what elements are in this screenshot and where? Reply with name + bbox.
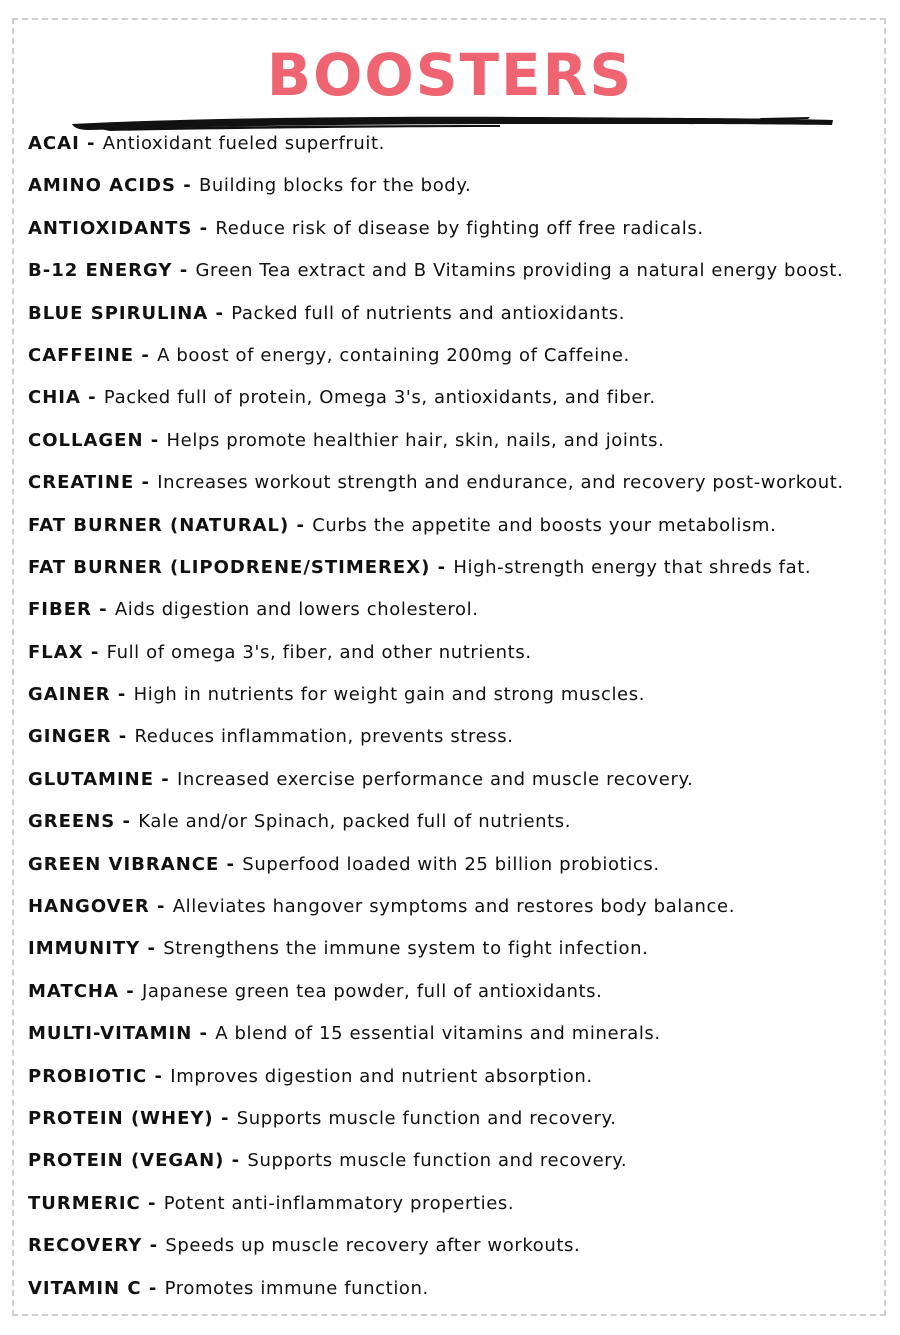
booster-item xyxy=(28,1142,878,1184)
booster-item xyxy=(28,676,878,718)
booster-item xyxy=(28,1100,878,1142)
booster-name: MULTI-VITAMIN xyxy=(28,1023,193,1045)
booster-description: Alleviates hangover symptoms and restores body balance. xyxy=(172,896,736,918)
booster-separator: - xyxy=(192,217,216,239)
booster-item xyxy=(28,1015,878,1057)
booster-description: Improves digestion and nutrient absorption. xyxy=(170,1065,593,1087)
booster-description: Reduce risk of disease by fighting off free radicals. xyxy=(215,217,704,239)
booster-separator: - xyxy=(430,556,454,578)
booster-separator: - xyxy=(213,1107,237,1129)
booster-name: GLUTAMINE xyxy=(28,768,154,790)
booster-item xyxy=(28,210,878,252)
booster-item xyxy=(28,973,878,1015)
booster-description: Increases workout strength and endurance, and recovery post-workout. xyxy=(157,472,844,494)
booster-item xyxy=(28,125,878,167)
booster-item xyxy=(28,761,878,803)
booster-separator: - xyxy=(111,726,135,748)
booster-description: Reduces inflammation, prevents stress. xyxy=(134,726,514,748)
booster-separator: - xyxy=(224,1150,248,1172)
booster-item xyxy=(28,803,878,845)
booster-separator: - xyxy=(142,1235,166,1257)
booster-item xyxy=(28,252,878,294)
booster-separator: - xyxy=(134,344,158,366)
booster-name: IMMUNITY xyxy=(28,938,141,960)
booster-name: PROTEIN (VEGAN) xyxy=(28,1150,225,1172)
booster-separator: - xyxy=(79,133,103,154)
booster-separator: - xyxy=(80,387,104,409)
booster-list xyxy=(28,125,878,1312)
booster-description: High-strength energy that shreds fat. xyxy=(453,556,812,578)
booster-description: Increased exercise performance and muscle recovery. xyxy=(177,768,694,790)
booster-name: HANGOVER xyxy=(28,896,150,918)
booster-item xyxy=(28,1227,878,1269)
booster-separator: - xyxy=(143,429,167,451)
booster-item xyxy=(28,718,878,760)
booster-description: Speeds up muscle recovery after workouts. xyxy=(165,1235,581,1257)
booster-description: Aids digestion and lowers cholesterol. xyxy=(114,599,479,621)
booster-description: Green Tea extract and B Vitamins providing a natural energy boost. xyxy=(195,260,844,282)
booster-name: TURMERIC xyxy=(28,1192,141,1214)
booster-description: A blend of 15 essential vitamins and minerals. xyxy=(215,1023,661,1045)
booster-name: GINGER xyxy=(28,726,112,748)
booster-item xyxy=(28,930,878,972)
booster-separator: - xyxy=(134,472,158,494)
booster-name: GREEN VIBRANCE xyxy=(28,853,220,875)
booster-name: B-12 ENERGY xyxy=(28,260,173,282)
booster-description: Supports muscle function and recovery. xyxy=(236,1107,617,1129)
booster-item xyxy=(28,1270,878,1312)
booster-name: VITAMIN C xyxy=(28,1277,142,1299)
booster-separator: - xyxy=(192,1023,216,1045)
booster-separator: - xyxy=(208,302,232,324)
booster-item xyxy=(28,846,878,888)
booster-separator: - xyxy=(91,599,115,621)
booster-name: RECOVERY xyxy=(28,1235,143,1257)
booster-name: COLLAGEN xyxy=(28,429,144,451)
booster-item xyxy=(28,167,878,209)
booster-name: FAT BURNER (LIPODRENE/STIMEREX) xyxy=(28,556,431,578)
booster-item xyxy=(28,295,878,337)
booster-name: CAFFEINE xyxy=(28,344,135,366)
booster-name: FIBER xyxy=(28,599,92,621)
booster-separator: - xyxy=(149,896,173,918)
booster-description: Superfood loaded with 25 billion probiotics. xyxy=(242,853,660,875)
booster-name: CREATINE xyxy=(28,472,135,494)
booster-name: MATCHA xyxy=(28,980,119,1002)
booster-name: PROTEIN (WHEY) xyxy=(28,1107,214,1129)
booster-description: Strengthens the immune system to fight infection. xyxy=(163,938,649,960)
booster-item xyxy=(28,1185,878,1227)
booster-name: FAT BURNER (NATURAL) xyxy=(28,514,290,536)
booster-name: AMINO ACIDS xyxy=(28,175,176,197)
booster-description: Curbs the appetite and boosts your metabolism. xyxy=(312,514,777,536)
booster-item xyxy=(28,507,878,549)
booster-description: Helps promote healthier hair, skin, nails, and joints. xyxy=(166,429,665,451)
booster-name: BLUE SPIRULINA xyxy=(28,302,209,324)
booster-description: Packed full of nutrients and antioxidants. xyxy=(231,302,626,324)
booster-name: ACAI xyxy=(28,133,80,154)
booster-description: Building blocks for the body. xyxy=(198,175,472,197)
booster-separator: - xyxy=(172,260,196,282)
booster-separator: - xyxy=(147,1065,171,1087)
booster-separator: - xyxy=(141,1277,165,1299)
booster-separator: - xyxy=(115,811,139,833)
booster-description: Packed full of protein, Omega 3's, antioxidants, and fiber. xyxy=(103,387,656,409)
booster-item xyxy=(28,464,878,506)
booster-item xyxy=(28,1058,878,1100)
booster-description: Promotes immune function. xyxy=(164,1277,429,1299)
booster-separator: - xyxy=(140,1192,164,1214)
booster-separator: - xyxy=(289,514,313,536)
booster-item xyxy=(28,591,878,633)
booster-separator: - xyxy=(219,853,243,875)
booster-item xyxy=(28,888,878,930)
booster-description: High in nutrients for weight gain and strong muscles. xyxy=(133,684,646,706)
booster-description: Antioxidant fueled superfruit. xyxy=(102,133,385,154)
booster-separator: - xyxy=(140,938,164,960)
booster-description: Potent anti-inflammatory properties. xyxy=(163,1192,515,1214)
booster-name: GREENS xyxy=(28,811,116,833)
booster-description: Japanese green tea powder, full of antioxidants. xyxy=(141,980,603,1002)
booster-item xyxy=(28,549,878,591)
booster-name: ANTIOXIDANTS xyxy=(28,217,193,239)
booster-separator: - xyxy=(118,980,142,1002)
booster-description: Supports muscle function and recovery. xyxy=(247,1150,628,1172)
booster-description: Kale and/or Spinach, packed full of nutrients. xyxy=(138,811,572,833)
page-title: BOOSTERS xyxy=(266,41,634,109)
booster-separator: - xyxy=(175,175,199,197)
booster-item xyxy=(28,337,878,379)
booster-name: CHIA xyxy=(28,387,81,409)
booster-separator: - xyxy=(110,684,134,706)
booster-description: A boost of energy, containing 200mg of Caffeine. xyxy=(157,344,630,366)
booster-separator: - xyxy=(83,641,107,663)
booster-separator: - xyxy=(154,768,178,790)
booster-item xyxy=(28,422,878,464)
booster-description: Full of omega 3's, fiber, and other nutrients. xyxy=(106,641,532,663)
booster-name: FLAX xyxy=(28,641,84,663)
booster-item xyxy=(28,634,878,676)
booster-name: GAINER xyxy=(28,684,111,706)
booster-name: PROBIOTIC xyxy=(28,1065,148,1087)
booster-item xyxy=(28,379,878,421)
